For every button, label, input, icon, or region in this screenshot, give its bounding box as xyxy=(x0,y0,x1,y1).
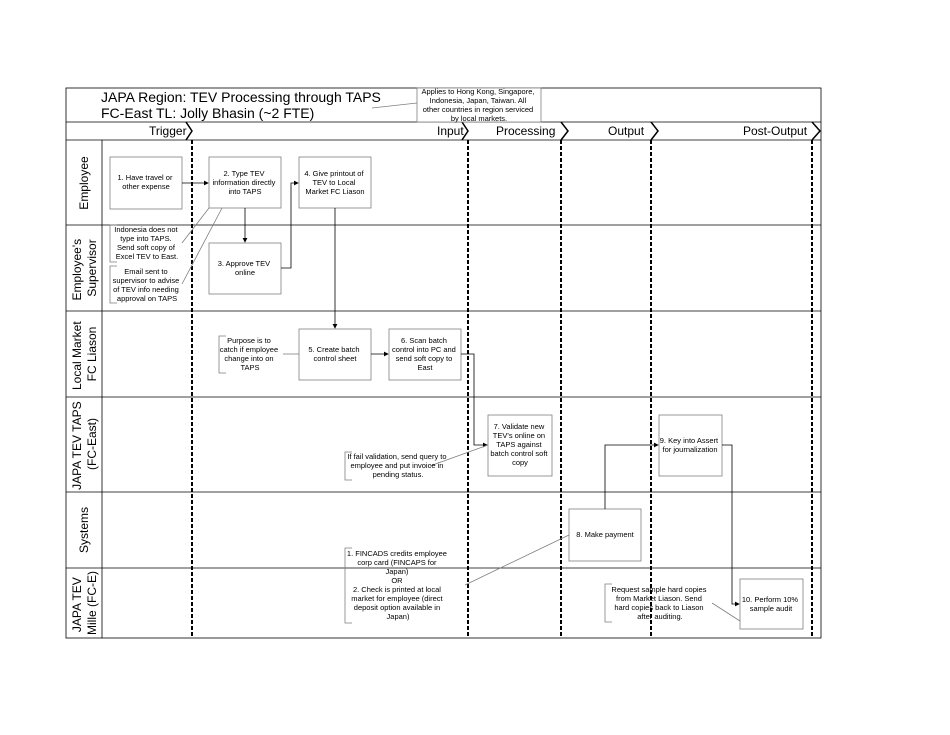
lane-employee: Employee xyxy=(77,156,91,210)
step-4-label: 4. Give printout of TEV to Local Market FC Liason xyxy=(304,169,365,196)
diagram-subtitle: FC-East TL: Jolly Bhasin (~2 FTE) xyxy=(101,105,315,121)
annotation-email: Email sent to supervisor to advise of TEV info needing approval on TAPS xyxy=(112,267,180,303)
step-7-label: 7. Validate new TEV's online on TAPS against batch control soft copy xyxy=(490,422,548,467)
step-3-label: 3. Approve TEV online xyxy=(217,259,271,277)
annotation-fail-validation: If fail validation, send query to employee and put invoice in pending status. xyxy=(347,452,447,479)
lane-systems: Systems xyxy=(77,506,91,554)
annotation-fincads: 1. FINCADS credits employee corp card (FINCAPS for Japan) OR 2. Check is printed at local market for employee (direct deposit option available in Japan) xyxy=(346,549,447,621)
lane-local-market: Local Market FC Liason xyxy=(70,321,99,391)
annotation-purpose: Purpose is to catch if employee change into on TAPS xyxy=(219,336,279,372)
step-9-label: 9. Key into Assert for journalization xyxy=(659,436,719,454)
step-1-label: 1. Have travel or other expense xyxy=(117,173,173,191)
step-2-label: 2. Type TEV information directly into TAPS xyxy=(212,169,276,196)
annotation-indonesia: Indonesia does not type into TAPS. Send soft copy of Excel TEV to East. xyxy=(114,225,179,261)
phase-processing: Processing xyxy=(496,124,556,138)
phase-input: Input xyxy=(437,124,464,138)
lane-japa-tev-taps: JAPA TEV TAPS (FC-East) xyxy=(70,401,99,490)
lane-employee-supervisor: Employee's Supervisor xyxy=(70,238,99,301)
phase-output: Output xyxy=(608,124,645,138)
arrow-6-7 xyxy=(461,354,487,445)
arrow-3-4 xyxy=(281,183,298,268)
arrow-9-10 xyxy=(722,445,739,604)
step-8-label: 8. Make payment xyxy=(576,530,634,539)
header-note: Applies to Hong Kong, Singapore, Indonesia, Japan, Taiwan. All other countries in region serviced by local markets. xyxy=(421,87,535,123)
diagram-title: JAPA Region: TEV Processing through TAPS xyxy=(101,89,381,105)
step-10-label: 10. Perform 10% sample audit xyxy=(741,595,799,613)
annotation-request-samples: Request sample hard copies from Market Liason. Send hard copies back to Liason after auditing. xyxy=(611,585,707,621)
step-5-label: 5. Create batch control sheet xyxy=(308,345,360,363)
phase-trigger: Trigger xyxy=(149,124,187,138)
lane-japa-tev-mille: JAPA TEV Mille (FC-E) xyxy=(70,571,99,635)
phase-post-output: Post-Output xyxy=(743,124,808,138)
step-6-label: 6. Scan batch control into PC and send soft copy to East xyxy=(392,336,456,372)
